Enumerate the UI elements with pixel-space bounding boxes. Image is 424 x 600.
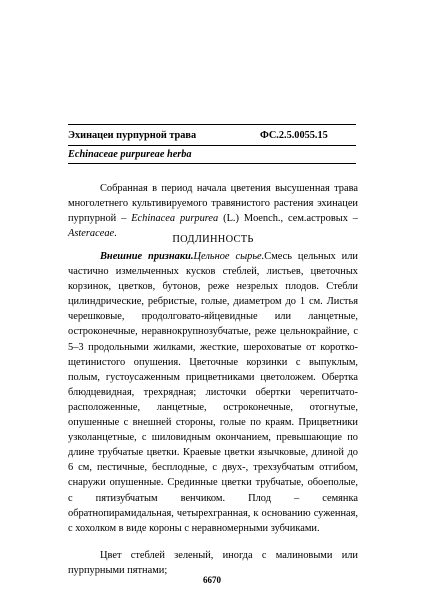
section-title: ПОДЛИННОСТЬ [172, 234, 254, 245]
external-signs-paragraph [68, 249, 358, 536]
external-signs-sublabel: Цельное сырье. [193, 251, 265, 262]
monograph-code: ФС.2.5.0055.15 [260, 130, 328, 141]
intro-text-1: Собранная в период начала цветения высушенная трава многолетнего культивируемого травянистого растения эхинацеи пурпурной – [68, 183, 358, 225]
external-signs-label: Внешние признаки. [100, 251, 194, 262]
intro-species: Echinacea purpurea [131, 213, 219, 225]
header-middle-rule [68, 145, 356, 146]
intro-text-2: (L.) Moench., сем.астровых – [218, 213, 358, 225]
external-signs-text: Смесь цельных или частично измельченных кусков стеблей, листьев, цветочных корзинок, цветков, бутонов, реже незрелых плодов. Стебли цилиндрические, ребристые, голые, диаметром до 1 см. Листья черешковые, продолговато-яйцевидные или ланцетные, остроконечные, неравнокрупнозубчатые, реже цельнокрайние, с 5–3 продольными жилками, жесткие, шероховатые от короткощетинистого опушения. Цветочные корзинки с выпуклым, полым, густоусаженным прицветниками цветоложем. Обертка блюдцевидная, трехрядная; листочки обертки черепитчато-расположенные, ланцетные, остроконечные, отогнутые, опушенные с внешней стороны, голые по краям. Прицветники узколанцетные, с шиловидным окончанием, превышающие по длине трубчатые цветки. Краевые цветки язычковые, длиной до 6 см, пестичные, бесплодные, с двух-, трехзубчатым отгибом, снаружи опушенные. Срединные цветки трубчатые, обоеполые, с пятизубчатым венчиком. Плод – семянка обратнопирамидальная, четырехгранная, к основанию суженная, с хохолком в виде короны с неравномерными зубчиками. [68, 251, 358, 534]
monograph-title: Эхинацеи пурпурной трава [68, 130, 197, 141]
color-paragraph: Цвет стеблей зеленый, иногда с малиновыми или пурпурными пятнами; [68, 550, 358, 577]
intro-text-3: . [114, 228, 117, 240]
page-number: 6670 [203, 575, 221, 585]
intro-family: Asteraceae [68, 228, 115, 240]
latin-name: Echinaceae purpureae herba [68, 149, 192, 160]
header-top-rule [68, 124, 356, 125]
header-bottom-rule [68, 163, 356, 164]
